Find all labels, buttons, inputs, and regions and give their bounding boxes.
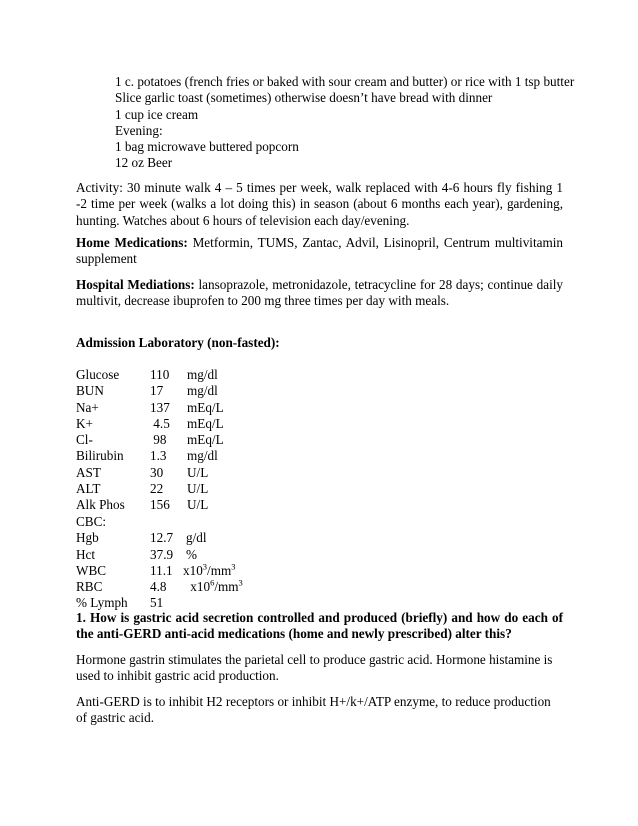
- lab-name: K+: [76, 415, 93, 431]
- diet-line: 1 cup ice cream: [115, 106, 199, 122]
- cbc-name: Hct: [76, 546, 96, 562]
- home-medications-label: Home Medications:: [76, 235, 188, 250]
- cbc-unit-exponent: 3: [202, 561, 208, 572]
- lab-value: 156: [150, 497, 170, 513]
- cbc-table: [76, 514, 243, 612]
- answer-2-paragraph: Anti-GERD is to inhibit H2 receptors or inhibit H+/k+/ATP enzyme, to reduce production of gastric acid.: [76, 694, 551, 726]
- diet-line: Slice garlic toast (sometimes) otherwise doesn’t have bread with dinner: [115, 90, 493, 106]
- lab-unit: U/L: [187, 481, 209, 497]
- cbc-row: [76, 546, 197, 563]
- lab-value: 22: [150, 481, 164, 497]
- cbc-name: % Lymph: [76, 595, 128, 611]
- lab-value: 4.5: [150, 415, 170, 431]
- cbc-value: 12.7: [150, 530, 174, 546]
- cbc-value: 51: [150, 595, 164, 611]
- diet-line: 1 bag microwave buttered popcorn: [115, 139, 299, 155]
- cbc-unit: [187, 579, 243, 595]
- home-medications-text: Metformin, TUMS, Zantac, Advil, Lisinopril, Centrum multivitamin supplement: [76, 235, 563, 267]
- lab-value: 1.3: [150, 448, 167, 464]
- hospital-medications-label: Hospital Mediations:: [76, 277, 195, 292]
- lab-value: 30: [150, 464, 164, 480]
- cbc-name: Hgb: [76, 530, 99, 546]
- cbc-row: [76, 561, 236, 579]
- lab-value: 137: [150, 399, 170, 415]
- hospital-medications-paragraph: [76, 277, 563, 310]
- cbc-unit: g/dl: [186, 530, 207, 546]
- lab-name: ALT: [76, 481, 101, 497]
- cbc-name: RBC: [76, 579, 103, 595]
- cbc-value: 4.8: [150, 579, 167, 595]
- lab-unit: mEq/L: [187, 399, 224, 415]
- cbc-unit: %: [186, 546, 197, 562]
- cbc-unit-rest: /mm: [214, 579, 239, 595]
- admission-lab-heading: Admission Laboratory (non-fasted):: [76, 335, 280, 350]
- lab-unit: U/L: [187, 464, 209, 480]
- lab-value: 110: [150, 367, 170, 382]
- cbc-unit: [183, 563, 235, 579]
- diet-line: Evening:: [115, 122, 163, 138]
- cbc-unit-rest: /mm: [207, 562, 232, 578]
- cbc-unit-base: x10: [187, 579, 211, 595]
- lab-unit: mEq/L: [187, 432, 224, 448]
- cbc-row: [76, 530, 207, 546]
- lab-value: 17: [150, 383, 164, 399]
- cbc-name: WBC: [76, 562, 107, 578]
- question-1: 1. How is gastric acid secretion controlled and produced (briefly) and how do each of the anti-GERD anti-acid medications (home and newly prescribed) alter this?: [76, 610, 563, 642]
- cbc-row: [76, 577, 243, 595]
- lab-unit: mg/dl: [187, 383, 218, 399]
- lab-name: Na+: [76, 399, 99, 415]
- diet-line: 1 c. potatoes (french fries or baked with sour cream and butter) or rice with 1 tsp butter: [115, 74, 575, 89]
- cbc-unit-exponent: 3: [238, 577, 243, 588]
- lab-name: Cl-: [76, 432, 93, 448]
- activity-paragraph: Activity: 30 minute walk 4 – 5 times per week, walk replaced with 4-6 hours fly fishing 1 -2 time per week (walks a lot doing this) in season (about 6 months each year), gardening, hunting. Watches about 6 hours of television each day/evening.: [76, 180, 563, 228]
- cbc-value: 11.1: [150, 562, 173, 578]
- lab-unit: mEq/L: [187, 415, 224, 431]
- lab-name: Alk Phos: [76, 497, 125, 513]
- cbc-heading: CBC:: [76, 514, 107, 529]
- lab-unit: U/L: [187, 497, 209, 513]
- diet-list: [115, 74, 595, 172]
- lab-name: Glucose: [76, 367, 120, 382]
- hospital-medications-text: lansoprazole, metronidazole, tetracycline for 28 days; continue daily multivit, decrease ibuprofen to 200 mg three times per day with meals.: [76, 277, 564, 309]
- cbc-value: 37.9: [150, 546, 174, 562]
- home-medications-paragraph: [76, 235, 563, 268]
- cbc-unit-base: x10: [183, 562, 203, 578]
- answer-1-paragraph: Hormone gastrin stimulates the parietal cell to produce gastric acid. Hormone histamine is used to inhibit gastric acid production.: [76, 652, 553, 684]
- cbc-unit-exponent: 3: [231, 561, 236, 572]
- lab-name: AST: [76, 464, 101, 480]
- lab-name: BUN: [76, 383, 104, 399]
- cbc-unit-exponent: 6: [210, 577, 215, 588]
- lab-unit: mg/dl: [187, 448, 218, 464]
- diet-line: 12 oz Beer: [115, 155, 173, 171]
- lab-value: 98: [150, 432, 167, 448]
- lab-unit: mg/dl: [187, 367, 218, 382]
- lab-name: Bilirubin: [76, 448, 124, 464]
